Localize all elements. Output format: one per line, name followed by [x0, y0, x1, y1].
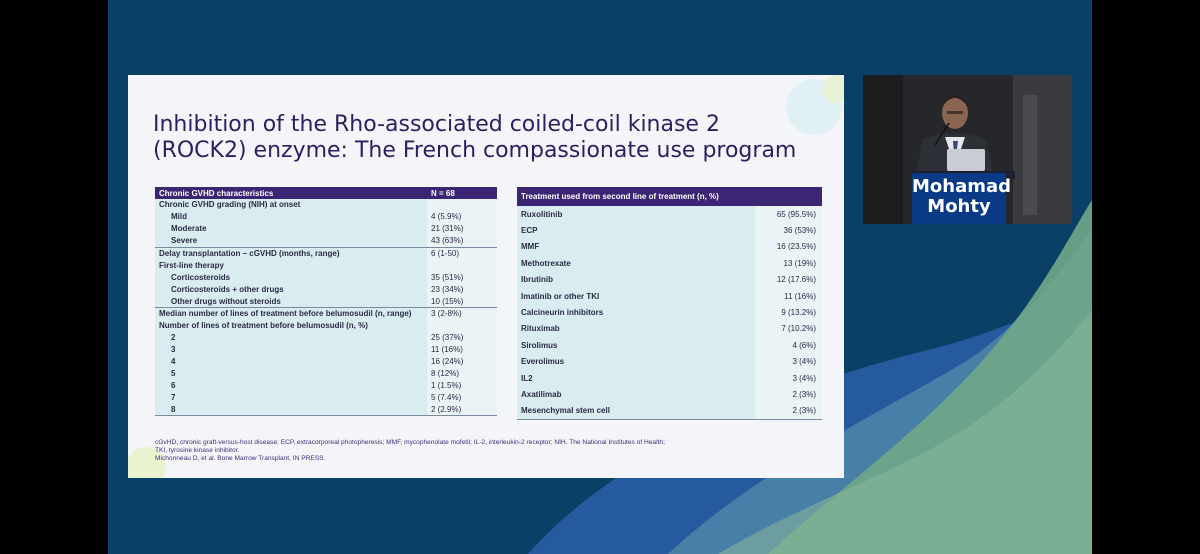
table-row [517, 222, 822, 238]
row-label: Number of lines of treatment before belumosudil (n, %) [155, 320, 427, 332]
row-label: Median number of lines of treatment before belumosudil (n, range) [155, 308, 427, 320]
row-label: Delay transplantation – cGVHD (months, range) [155, 247, 427, 259]
row-label: 6 [155, 379, 427, 391]
row-value [427, 259, 497, 271]
table-row [155, 271, 497, 283]
row-label: Rituximab [517, 321, 755, 337]
row-label: Mild [155, 211, 427, 223]
table-row [517, 321, 822, 337]
row-label: Severe [155, 235, 427, 247]
table-row [517, 403, 822, 420]
speaker-name-banner [912, 173, 1012, 224]
slide-title: Inhibition of the Rho-associated coiled-coil kinase 2 (ROCK2) enzyme: The French compassionate use program [153, 112, 797, 163]
row-label: IL2 [517, 370, 755, 386]
speaker-last-name: Mohty [927, 196, 991, 217]
row-value: 3 (4%) [755, 370, 822, 386]
table-row [517, 337, 822, 353]
row-value: 4 (5.9%) [427, 211, 497, 223]
table-row [155, 247, 497, 259]
row-value: 2 (2.9%) [427, 403, 497, 415]
row-value: 4 (6%) [755, 337, 822, 353]
row-value: 25 (37%) [427, 332, 497, 344]
table-row [155, 199, 497, 211]
row-value [427, 320, 497, 332]
table-row [155, 332, 497, 344]
row-label: Ruxolitinib [517, 206, 755, 222]
row-label: Sirolimus [517, 337, 755, 353]
speaker-video [863, 75, 1072, 224]
table-header-row [517, 187, 822, 206]
row-value: 13 (19%) [755, 255, 822, 271]
row-label: 8 [155, 403, 427, 415]
table-row [155, 379, 497, 391]
footnote-reference: Michonneau D, et al. Bone Marrow Transplant, IN PRESS. [155, 455, 326, 463]
table-row [155, 308, 497, 320]
row-value: 16 (24%) [427, 356, 497, 368]
row-label: 5 [155, 367, 427, 379]
row-label: Corticosteroids [155, 271, 427, 283]
speaker-first-name: Mohamad [912, 176, 1012, 197]
row-value: 3 (2-8%) [427, 308, 497, 320]
row-label: Other drugs without steroids [155, 295, 427, 307]
table-row [155, 259, 497, 271]
table-row [517, 304, 822, 320]
row-label: First-line therapy [155, 259, 427, 271]
presentation-slide [128, 75, 844, 478]
row-label: Corticosteroids + other drugs [155, 283, 427, 295]
table-row [517, 370, 822, 386]
row-label: Chronic GVHD grading (NIH) at onset [155, 199, 427, 211]
table-row [155, 235, 497, 247]
row-value: 35 (51%) [427, 271, 497, 283]
row-value [427, 199, 497, 211]
table-row [155, 403, 497, 415]
gvhd-characteristics-table [155, 187, 497, 416]
table-header-row [155, 187, 497, 199]
table-row [155, 367, 497, 379]
table-row [155, 344, 497, 356]
table-row [517, 288, 822, 304]
row-value: 16 (23.5%) [755, 239, 822, 255]
row-label: 7 [155, 391, 427, 403]
row-label: 4 [155, 356, 427, 368]
table-row [155, 295, 497, 307]
conference-stage [108, 0, 1092, 554]
row-label: Everolimus [517, 354, 755, 370]
table-row [155, 356, 497, 368]
row-value: 2 (3%) [755, 403, 822, 420]
row-label: Ibrutinib [517, 272, 755, 288]
row-label: Methotrexate [517, 255, 755, 271]
table-row [517, 255, 822, 271]
row-value: 21 (31%) [427, 223, 497, 235]
row-label: Calcineurin inhibitors [517, 304, 755, 320]
row-label: MMF [517, 239, 755, 255]
row-value: 8 (12%) [427, 367, 497, 379]
row-value: 3 (4%) [755, 354, 822, 370]
slide-footnotes [155, 439, 835, 464]
row-label: Moderate [155, 223, 427, 235]
row-value: 11 (16%) [427, 344, 497, 356]
row-value: 43 (63%) [427, 235, 497, 247]
row-value: 1 (1.5%) [427, 379, 497, 391]
table-row [517, 354, 822, 370]
row-value: 7 (10.2%) [755, 321, 822, 337]
table-row [155, 391, 497, 403]
table-row [155, 211, 497, 223]
table-header-label: Treatment used from second line of treatment (n, %) [517, 187, 822, 206]
row-value: 6 (1-50) [427, 247, 497, 259]
row-value: 11 (16%) [755, 288, 822, 304]
row-label: Axatilimab [517, 386, 755, 402]
row-value: 5 (7.4%) [427, 391, 497, 403]
table-row [155, 320, 497, 332]
table-row [517, 239, 822, 255]
row-value: 65 (95.5%) [755, 206, 822, 222]
row-value: 23 (34%) [427, 283, 497, 295]
table-header-label: Chronic GVHD characteristics [155, 187, 427, 199]
table-row [155, 223, 497, 235]
row-label: ECP [517, 222, 755, 238]
table-row [517, 386, 822, 402]
row-value: 12 (17.6%) [755, 272, 822, 288]
row-label: Imatinib or other TKI [517, 288, 755, 304]
footnote-abbreviations: cGvHD, chronic graft-versus-host disease; ECP, extracorporeal photopheresis; MMF, mycophenolate mofetil; IL-2, interleukin-2 receptor; NIH, The National Institutes of Health; [155, 439, 665, 446]
second-line-treatment-table [517, 187, 822, 420]
row-value: 9 (13.2%) [755, 304, 822, 320]
table-row [517, 272, 822, 288]
row-value: 2 (3%) [755, 386, 822, 402]
row-value: 36 (53%) [755, 222, 822, 238]
row-label: Mesenchymal stem cell [517, 403, 755, 420]
footnote-tki: TKI, tyrosine kinase inhibitor. [155, 447, 240, 455]
row-label: 2 [155, 332, 427, 344]
row-label: 3 [155, 344, 427, 356]
table-header-n: N = 68 [427, 187, 497, 199]
table-row [155, 283, 497, 295]
row-value: 10 (15%) [427, 295, 497, 307]
table-row [517, 206, 822, 222]
